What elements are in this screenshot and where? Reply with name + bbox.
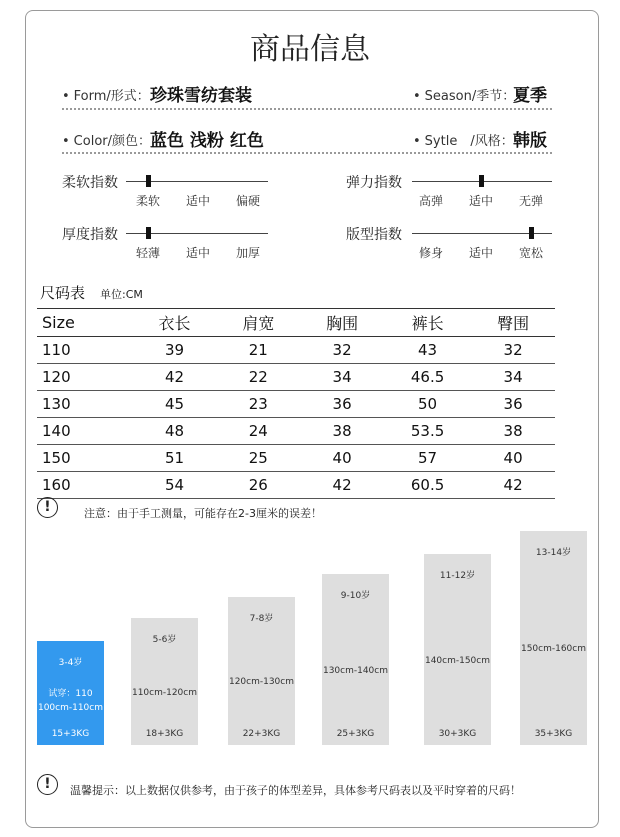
scale-option: 适中 — [468, 194, 493, 208]
table-cell: 140 — [37, 418, 133, 445]
table-cell: 36 — [300, 391, 384, 418]
column-header: 裤长 — [384, 309, 471, 337]
weight-label: 15+3KG — [51, 729, 90, 739]
age-label: 13-14岁 — [535, 548, 572, 558]
age-label: 11-12岁 — [439, 571, 476, 581]
scale-option: 偏硬 — [235, 194, 260, 208]
table-cell: 26 — [216, 472, 300, 499]
age-label: 7-8岁 — [249, 614, 274, 624]
tip-text: 温馨提示：以上数据仅供参考，由于孩子的体型差异，具体参考尺码表以及平时穿着的尺码！ — [70, 784, 521, 797]
notice-text: 注意：由于手工测量，可能存在2-3厘米的误差！ — [84, 507, 322, 520]
table-row — [37, 391, 555, 418]
scale-option: 无弹 — [518, 194, 543, 208]
scale-option: 适中 — [185, 246, 210, 260]
table-cell: 24 — [216, 418, 300, 445]
table-row — [37, 364, 555, 391]
table-cell: 36 — [471, 391, 555, 418]
age-bar — [131, 618, 198, 745]
scale-option: 轻薄 — [135, 246, 160, 260]
scale-option: 适中 — [468, 246, 493, 260]
table-cell: 53.5 — [384, 418, 471, 445]
age-bar — [520, 531, 587, 745]
table-cell: 42 — [300, 472, 384, 499]
table-cell: 46.5 — [384, 364, 471, 391]
table-cell: 130 — [37, 391, 133, 418]
table-cell: 48 — [133, 418, 217, 445]
table-cell: 38 — [471, 418, 555, 445]
age-bar — [424, 554, 491, 745]
table-cell: 32 — [471, 337, 555, 364]
age-label: 5-6岁 — [152, 635, 177, 645]
color-label: • Color/颜色： — [62, 134, 151, 149]
scale-option: 宽松 — [518, 246, 543, 260]
weight-label: 25+3KG — [336, 729, 375, 739]
table-cell: 34 — [471, 364, 555, 391]
scale-title: 弹力指数 — [346, 175, 402, 191]
table-cell: 45 — [133, 391, 217, 418]
scale-option: 柔软 — [135, 194, 160, 208]
column-header: 臀围 — [471, 309, 555, 337]
column-header: Size — [37, 309, 133, 337]
height-range: 120cm-130cm — [228, 677, 295, 687]
scale-marker — [529, 227, 534, 239]
trial-label: 试穿：110 — [48, 689, 93, 699]
scale-title: 厚度指数 — [62, 227, 118, 243]
weight-label: 18+3KG — [145, 729, 184, 739]
table-cell: 23 — [216, 391, 300, 418]
scale-option: 加厚 — [235, 246, 260, 260]
age-bar — [322, 574, 389, 745]
table-cell: 150 — [37, 445, 133, 472]
table-cell: 42 — [133, 364, 217, 391]
column-header: 胸围 — [300, 309, 384, 337]
height-range: 130cm-140cm — [322, 666, 389, 676]
season-label: • Season/季节： — [413, 89, 516, 104]
exclamation-circle-icon: ! — [37, 774, 58, 795]
table-row — [37, 337, 555, 364]
table-cell: 32 — [300, 337, 384, 364]
scale-title: 版型指数 — [346, 227, 402, 243]
height-range: 150cm-160cm — [520, 644, 587, 654]
table-cell: 42 — [471, 472, 555, 499]
exclamation-circle-icon: ! — [37, 497, 58, 518]
color-value: 蓝色 浅粉 红色 — [150, 131, 264, 151]
table-row — [37, 445, 555, 472]
weight-label: 22+3KG — [242, 729, 281, 739]
height-range: 100cm-110cm — [37, 703, 104, 713]
divider — [62, 152, 552, 154]
style-value: 韩版 — [513, 131, 547, 151]
weight-label: 30+3KG — [438, 729, 477, 739]
size-table-unit: 单位:CM — [100, 288, 143, 301]
table-cell: 50 — [384, 391, 471, 418]
table-row — [37, 472, 555, 499]
scale-marker — [146, 175, 151, 187]
table-cell: 43 — [384, 337, 471, 364]
weight-label: 35+3KG — [534, 729, 573, 739]
scale-title: 柔软指数 — [62, 175, 118, 191]
table-cell: 21 — [216, 337, 300, 364]
age-bar — [228, 597, 295, 745]
table-cell: 120 — [37, 364, 133, 391]
table-cell: 40 — [471, 445, 555, 472]
age-label: 9-10岁 — [340, 591, 371, 601]
height-range: 110cm-120cm — [131, 688, 198, 698]
divider — [62, 108, 552, 110]
size-table — [37, 308, 555, 499]
table-cell: 60.5 — [384, 472, 471, 499]
table-cell: 39 — [133, 337, 217, 364]
table-cell: 110 — [37, 337, 133, 364]
page-title: 商品信息 — [250, 32, 370, 67]
age-label: 3-4岁 — [58, 658, 83, 668]
table-cell: 40 — [300, 445, 384, 472]
table-cell: 22 — [216, 364, 300, 391]
season-value: 夏季 — [513, 86, 547, 106]
size-table-title: 尺码表 — [40, 284, 86, 302]
table-cell: 160 — [37, 472, 133, 499]
age-bar — [37, 641, 104, 745]
style-label: • Sytle /风格： — [413, 134, 514, 149]
column-header: 肩宽 — [216, 309, 300, 337]
table-cell: 54 — [133, 472, 217, 499]
table-cell: 25 — [216, 445, 300, 472]
table-cell: 51 — [133, 445, 217, 472]
scale-option: 适中 — [185, 194, 210, 208]
table-cell: 34 — [300, 364, 384, 391]
table-cell: 38 — [300, 418, 384, 445]
scale-marker — [146, 227, 151, 239]
form-label: • Form/形式： — [62, 89, 150, 104]
scale-marker — [479, 175, 484, 187]
column-header: 衣长 — [133, 309, 217, 337]
height-range: 140cm-150cm — [424, 656, 491, 666]
scale-option: 高弹 — [418, 194, 443, 208]
form-value: 珍珠雪纺套装 — [150, 86, 252, 106]
table-row — [37, 418, 555, 445]
scale-option: 修身 — [418, 246, 443, 260]
table-cell: 57 — [384, 445, 471, 472]
